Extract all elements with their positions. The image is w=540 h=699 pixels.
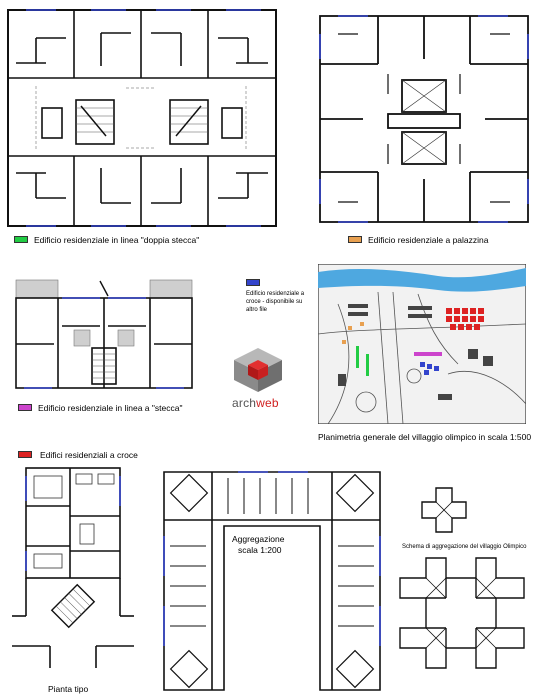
legend-swatch-palazzina (348, 236, 362, 243)
legend-label-palazzina: Edificio residenziale a palazzina (368, 235, 489, 245)
aggregazione-floor-plan (158, 466, 386, 692)
legend-label-croce-disponibile-line3: altro file (246, 307, 268, 313)
legend-swatch-croce (18, 451, 32, 458)
legend-label-doppia-stecca: Edificio residenziale in linea "doppia stecca" (34, 235, 200, 245)
logo-text-arch: arch (232, 396, 257, 410)
legend-swatch-stecca (18, 404, 32, 411)
legend-label-croce-disponibile-line1: Edificio residenziale a (246, 291, 305, 297)
schema-single-cross (420, 486, 468, 534)
stecca-floor-plan (14, 276, 194, 394)
aggregazione-title: Aggregazione (232, 534, 285, 544)
aggregazione-scale: scala 1:200 (238, 545, 282, 555)
palazzina-floor-plan (318, 14, 530, 224)
pianta-tipo-floor-plan (10, 466, 136, 670)
schema-aggregated-crosses (396, 556, 528, 670)
legend-label-stecca: Edificio residenziale in linea a "stecca" (38, 403, 183, 413)
site-plan-map (318, 264, 526, 424)
schema-title: Schema di aggregazione del villaggio Olimpico (402, 544, 527, 550)
site-plan-caption: Planimetria generale del villaggio olimpico in scala 1:500 (318, 432, 532, 442)
pianta-tipo-label: Pianta tipo (48, 684, 89, 694)
legend-swatch-croce-disponibile (246, 279, 260, 286)
legend-swatch-doppia-stecca (14, 236, 28, 243)
archweb-logo-icon (232, 346, 284, 394)
legend-label-croce-disponibile-line2: croce - disponibile su (246, 299, 303, 305)
logo-text-web: web (256, 396, 279, 410)
doppia-stecca-floor-plan (6, 8, 278, 230)
legend-label-croce: Edifici residenziali a croce (40, 450, 138, 460)
archweb-logo-text (232, 396, 279, 410)
